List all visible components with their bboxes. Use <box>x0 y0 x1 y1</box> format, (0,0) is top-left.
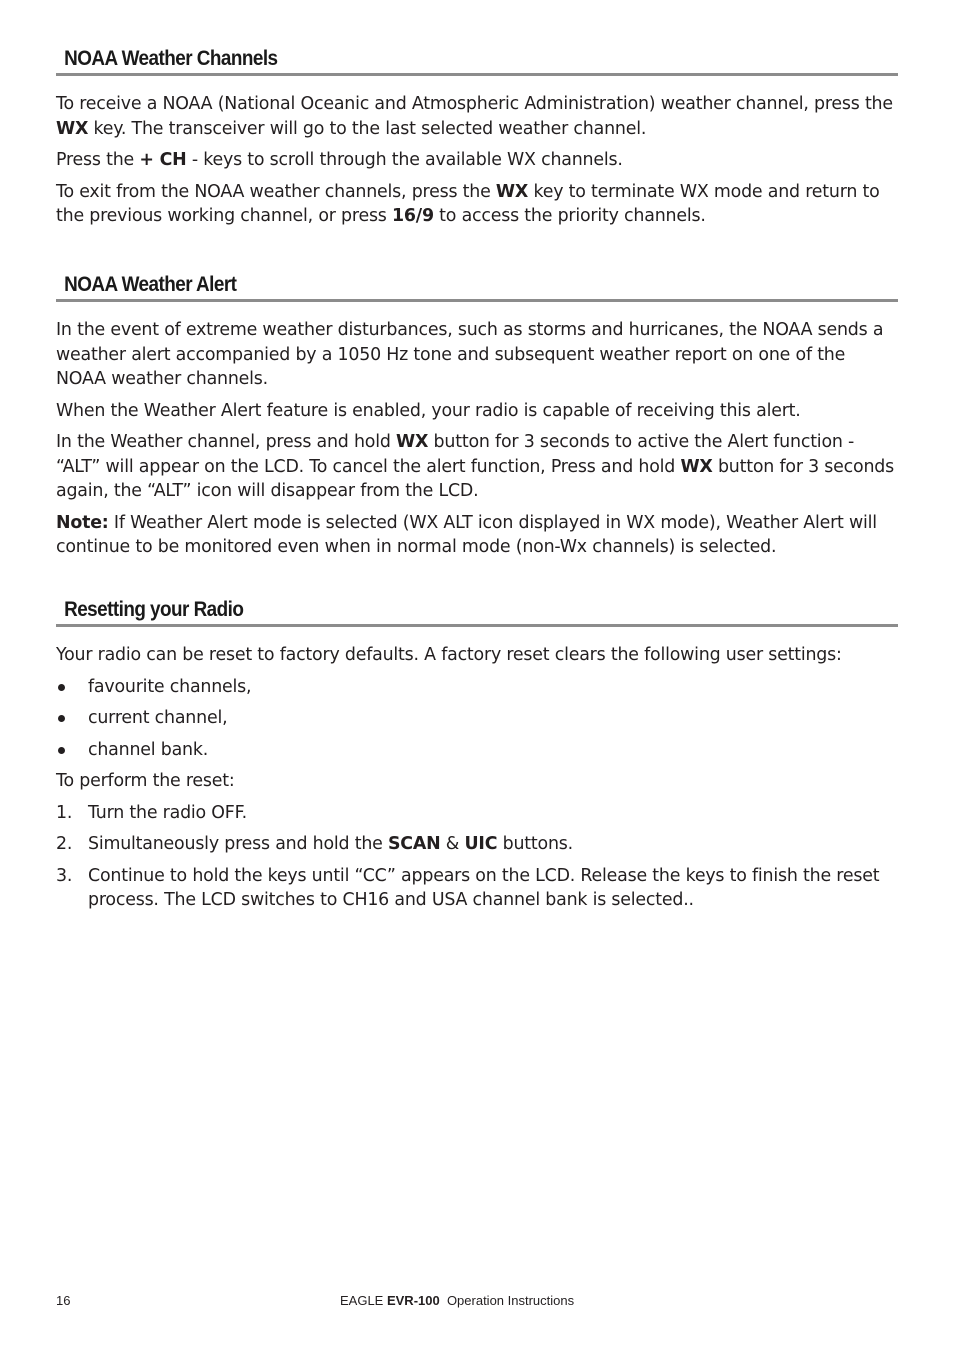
paragraph: To perform the reset: <box>56 771 235 791</box>
section-heading: NOAA Weather Channels <box>64 47 278 70</box>
key-label: WX <box>495 181 529 202</box>
section-divider <box>56 624 898 627</box>
key-label: 16/9 <box>392 206 434 226</box>
list-item: current channel, <box>56 706 898 731</box>
section-noaa-weather-alert <box>56 273 898 560</box>
bullet-icon <box>58 684 65 691</box>
note-paragraph: Note: If Weather Alert mode is selected (WX ALT icon displayed in WX mode), Weather Alert will continue to be monitored even when in normal mode (non-Wx channels) is selected. <box>56 512 877 557</box>
paragraph: Your radio can be reset to factory defaults. A factory reset clears the following user settings: <box>56 645 842 665</box>
bullet-icon <box>58 747 65 754</box>
paragraph: To exit from the NOAA weather channels, press the WX key to terminate WX mode and return to the previous working channel, or press 16/9 to access the priority channels. <box>56 181 880 226</box>
step-number: 1. <box>56 802 73 823</box>
paragraph: In the Weather channel, press and hold WX button for 3 seconds to active the Alert function - “ALT” will appear on the LCD. To cancel the alert function, Press and hold WX button for 3 seconds again, the “ALT” icon will disappear from the LCD. <box>56 432 894 501</box>
step-item: 2. Simultaneously press and hold the SCAN & UIC buttons. <box>56 832 898 857</box>
bullet-icon <box>58 715 65 722</box>
section-divider <box>56 73 898 76</box>
step-number: 2. <box>56 834 73 854</box>
step-item: 3. Continue to hold the keys until “CC” appears on the LCD. Release the keys to finish the reset process. The LCD switches to CH16 and USA channel bank is selected.. <box>56 865 880 910</box>
step-number: 3. <box>56 865 73 886</box>
footer-doc-title: EAGLE EVR-100 Operation Instructions <box>340 1293 575 1308</box>
paragraph: To receive a NOAA (National Oceanic and Atmospheric Administration) weather channel, press the WX key. The transceiver will go to the last selected weather channel. <box>56 94 893 139</box>
section-divider <box>56 299 898 302</box>
section-heading: NOAA Weather Alert <box>64 273 237 296</box>
list-item: favourite channels, <box>56 675 898 700</box>
section-noaa-weather-channels <box>56 47 898 229</box>
model-name: EVR-100 <box>386 1293 440 1308</box>
key-label: SCAN <box>387 834 441 854</box>
key-label: WX <box>680 456 713 477</box>
list-item: channel bank. <box>56 738 898 763</box>
paragraph: When the Weather Alert feature is enabled, your radio is capable of receiving this alert. <box>56 400 801 421</box>
page-number: 16 <box>56 1293 71 1308</box>
key-label: UIC <box>464 834 498 854</box>
step-item: 1. Turn the radio OFF. <box>56 801 898 826</box>
key-label: WX <box>396 432 429 452</box>
key-label: + CH <box>139 150 187 170</box>
section-heading: Resetting your Radio <box>64 598 244 621</box>
paragraph: In the event of extreme weather disturbances, such as storms and hurricanes, the NOAA sends a weather alert accompanied by a 1050 Hz tone and subsequent weather report on one of the NOAA weather channels. <box>56 320 884 389</box>
paragraph: Press the + CH - keys to scroll through the available WX channels. <box>56 150 623 170</box>
key-label: WX <box>56 118 89 139</box>
section-resetting-radio <box>56 598 898 913</box>
note-label: Note: <box>56 512 109 533</box>
